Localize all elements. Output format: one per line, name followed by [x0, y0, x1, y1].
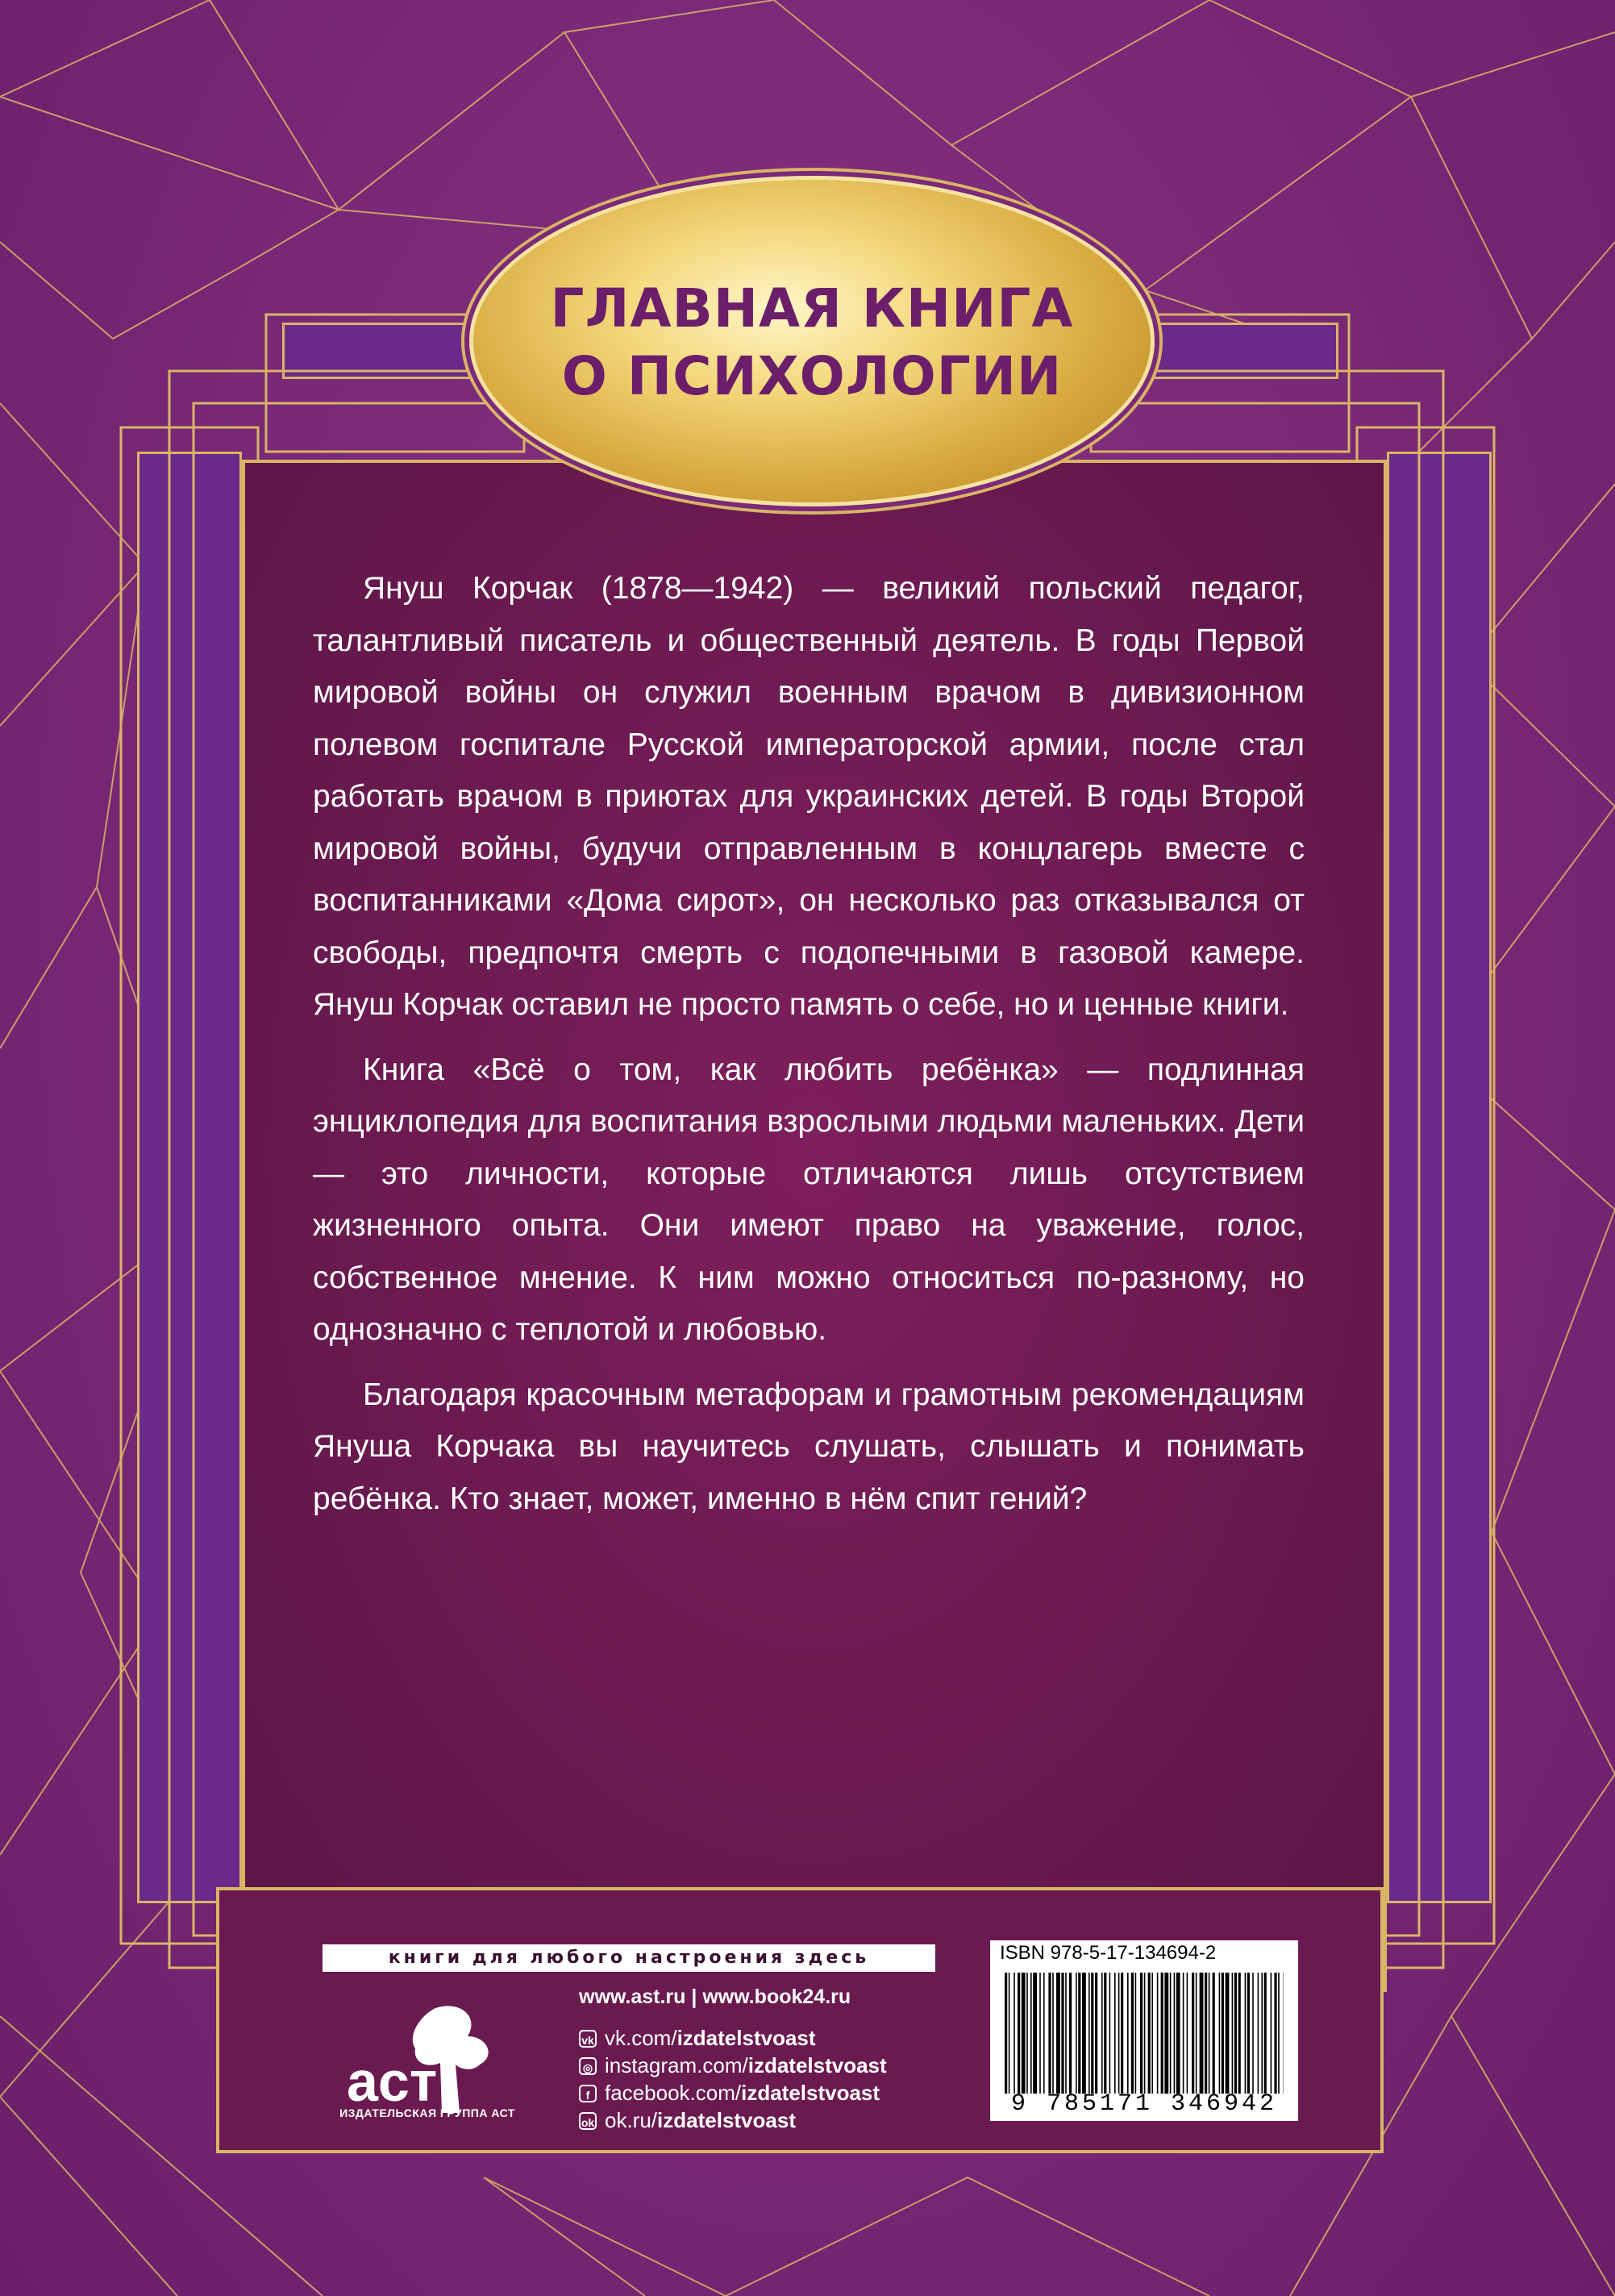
- annotation-text: [313, 563, 1305, 1538]
- badge-line-2: О ПСИХОЛОГИИ: [561, 345, 1063, 407]
- badge-title: [473, 275, 1151, 410]
- badge-line-1: ГЛАВНАЯ КНИГА: [550, 277, 1074, 340]
- social-handle: izdatelstvoast: [657, 2108, 796, 2132]
- social-prefix: instagram.com/: [605, 2053, 748, 2077]
- barcode-number: 9 785171 346942: [1010, 2090, 1278, 2118]
- social-prefix: ok.ru/: [605, 2108, 658, 2132]
- paragraph-2: Книга «Всё о том, как любить ребёнка» — подлинная энциклопедия для воспитания взрослыми людьми маленьких. Дети — это личности, которые отличаются лишь отсутствием жизненного опыта. Они имеют право на уважение, голос, собственное мнение. К ним можно относиться по-разному, но однозначно с теплотой и любовью.: [313, 1052, 1305, 1347]
- isbn-barcode-block: [990, 1940, 1298, 2121]
- facebook-icon: f: [579, 2085, 597, 2102]
- social-handle: izdatelstvoast: [747, 2053, 887, 2077]
- paragraph-1: Януш Корчак (1878—1942) — великий польский педагог, талантливый писатель и общественный деятель. В годы Первой мировой войны он служил военным врачом в дивизионном полевом госпитале Русской императорской армии, после стал работать врачом в приютах для украинских детей. В годы Второй мировой войны, будучи отправленным в концлагерь вместе с воспитанниками «Дома сирот», он несколько раз отказывался от свободы, предпочтя смерть с подопечными в газовой камере. Януш Корчак оставил не просто память о себе, но и ценные книги.: [313, 571, 1305, 1022]
- social-vk[interactable]: [579, 2026, 816, 2051]
- social-odnoklassniki[interactable]: [579, 2108, 796, 2133]
- social-handle: izdatelstvoast: [741, 2081, 880, 2105]
- logo-caption: ИЗДАТЕЛЬСКАЯ ГРУППА АСТ: [339, 2106, 515, 2119]
- social-prefix: vk.com/: [605, 2026, 677, 2050]
- social-facebook[interactable]: [579, 2081, 880, 2106]
- social-handle: izdatelstvoast: [676, 2026, 816, 2050]
- ast-logo-text: аст: [347, 2050, 438, 2113]
- title-badge: [469, 176, 1155, 506]
- slogan-banner: книги для любого настроения здесь: [323, 1944, 935, 1972]
- vk-icon: vk: [579, 2030, 597, 2048]
- instagram-icon: ◎: [579, 2057, 597, 2075]
- ast-logo-icon: [339, 2000, 500, 2121]
- paragraph-3: Благодаря красочным метафорам и грамотным рекомендациям Януша Корчака вы научитесь слушать, слышать и понимать ребёнка. Кто знает, может, именно в нём спит гений?: [313, 1377, 1305, 1516]
- social-prefix: facebook.com/: [605, 2081, 742, 2105]
- isbn-label: ISBN 978-5-17-134694-2: [1000, 1942, 1217, 1964]
- social-instagram[interactable]: [579, 2053, 887, 2078]
- websites-link[interactable]: www.ast.ru | www.book24.ru: [579, 1986, 851, 2008]
- odnoklassniki-icon: ok: [579, 2112, 597, 2130]
- barcode-icon: [1005, 1973, 1284, 2094]
